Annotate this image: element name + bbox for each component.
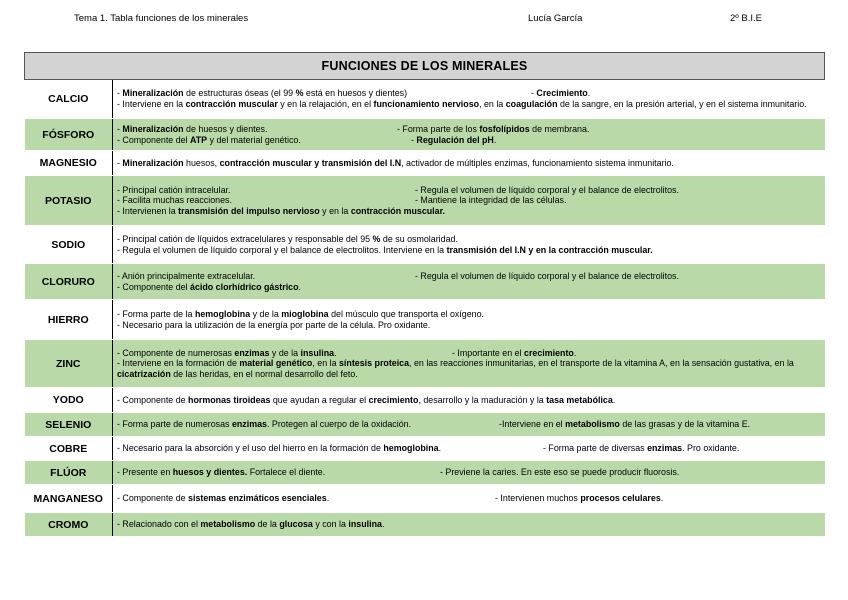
text-segment: - Componente de numerosas — [117, 347, 235, 358]
text-segment: del músculo que transporta el oxígeno. — [328, 308, 485, 319]
mineral-functions — [113, 437, 825, 461]
mineral-functions — [113, 264, 825, 300]
function-text — [117, 158, 821, 169]
text-segment: . — [381, 519, 385, 530]
text-segment: - Necesario para la absorción y el uso del hierro en la formación de — [117, 443, 384, 454]
highlighted-term: procesos celulares — [580, 493, 661, 504]
text-segment: . — [493, 134, 497, 145]
text-segment: - Interviene en la — [117, 99, 186, 109]
highlighted-term: ATP — [190, 134, 208, 145]
text-segment: . — [438, 443, 442, 454]
text-segment: - — [411, 134, 417, 145]
text-segment: , en la — [479, 99, 506, 109]
table-row — [25, 388, 825, 413]
text-segment: . Protegen al cuerpo de la oxidación. — [266, 419, 412, 430]
text-segment: de la — [255, 519, 280, 530]
text-segment: y en la — [319, 205, 351, 216]
mineral-name: ZINC — [25, 340, 113, 388]
mineral-name: HIERRO — [25, 300, 113, 340]
mineral-name: SELENIO — [25, 413, 113, 437]
function-text — [117, 124, 267, 134]
document-header — [0, 13, 848, 27]
text-segment: - Componente de — [117, 394, 189, 405]
highlighted-term: contracción muscular y transmisión del I.N — [219, 157, 402, 168]
highlighted-term: metabolismo — [565, 419, 620, 430]
function-text — [117, 99, 821, 110]
function-text — [117, 282, 821, 293]
function-text — [117, 519, 821, 530]
text-segment: . — [326, 493, 330, 504]
mineral-name: FÓSFORO — [25, 119, 113, 151]
highlighted-term: síntesis proteica — [339, 358, 410, 369]
function-text: - Previene la caries. En este eso se puede producir fluorosis. — [440, 467, 680, 478]
text-segment: - Intervienen la — [117, 205, 179, 216]
table-row — [25, 340, 825, 388]
text-segment: . — [573, 347, 577, 358]
table-row — [25, 513, 825, 537]
text-segment: - Forma parte de numerosas — [117, 419, 232, 430]
function-text — [117, 443, 441, 453]
minerals-table — [24, 52, 825, 537]
text-segment: de las heridas, en el normal desarrollo del feto. — [170, 368, 358, 379]
function-text — [117, 395, 821, 406]
highlighted-term: enzimas — [234, 347, 270, 358]
function-text: - Anión principalmente extracelular. — [117, 270, 256, 281]
course-label: 2º B.I.E — [730, 13, 762, 24]
text-segment: . — [660, 493, 664, 504]
function-text — [117, 467, 325, 477]
text-segment: huesos, — [183, 157, 220, 168]
mineral-name: COBRE — [25, 437, 113, 461]
mineral-name: MANGANESO — [25, 485, 113, 513]
function-text — [117, 493, 329, 503]
table-row — [25, 264, 825, 300]
highlighted-term: Regulación del pH — [416, 134, 494, 145]
mineral-functions — [113, 226, 825, 264]
text-segment: - Importante en el — [452, 347, 525, 358]
mineral-functions — [113, 176, 825, 226]
highlighted-term: tasa metabólica — [546, 394, 613, 405]
highlighted-term: funcionamiento nervioso — [373, 99, 480, 109]
table-row — [25, 461, 825, 485]
table-row — [25, 226, 825, 264]
highlighted-term: enzimas — [647, 443, 683, 454]
function-text — [117, 348, 337, 358]
highlighted-term: fosfolípidos — [479, 123, 530, 134]
text-segment: de membrana. — [529, 123, 590, 134]
highlighted-term: material genético — [239, 358, 313, 369]
text-segment: Fortalece el diente. — [247, 467, 326, 478]
function-text — [117, 309, 821, 320]
highlighted-term: % — [295, 88, 304, 99]
mineral-functions — [113, 388, 825, 413]
highlighted-term: contracción muscular. — [350, 205, 446, 216]
function-text — [117, 206, 821, 217]
text-segment: , en las reacciones inmunitarias, en el transporte de la vitamina A, en la sensación gustativa, en la — [409, 358, 794, 369]
mineral-functions — [113, 300, 825, 340]
mineral-name: FLÚOR — [25, 461, 113, 485]
highlighted-term: contracción muscular — [185, 99, 278, 109]
highlighted-term: crecimiento — [524, 347, 574, 358]
text-segment: y de la — [269, 347, 301, 358]
mineral-functions — [113, 151, 825, 176]
function-text — [397, 124, 589, 135]
highlighted-term: mioglobina — [281, 308, 329, 319]
text-segment: . — [298, 281, 301, 292]
highlighted-term: hemoglobina — [194, 308, 251, 319]
text-segment: , activador de múltiples enzimas, funcionamiento sistema inmunitario. — [401, 157, 674, 168]
highlighted-term: Crecimiento — [536, 88, 588, 99]
function-text: - Facilita muchas reacciones. — [117, 195, 232, 206]
table-title: FUNCIONES DE LOS MINERALES — [25, 53, 825, 80]
text-segment: - — [531, 88, 537, 99]
function-text — [531, 88, 590, 99]
document-title: Tema 1. Tabla funciones de los minerales — [74, 13, 249, 24]
function-text: - Mantiene la integridad de las células. — [415, 195, 567, 206]
function-text — [411, 135, 496, 146]
mineral-name: CALCIO — [25, 80, 113, 119]
table-row — [25, 80, 825, 119]
text-segment: -Interviene en el — [499, 419, 566, 430]
function-text — [117, 135, 301, 145]
table-row — [25, 300, 825, 340]
text-segment: - Relacionado con el — [117, 519, 201, 530]
text-segment: . — [334, 347, 337, 358]
function-text: - Regula el volumen de líquido corporal y el balance de electrolitos. — [415, 270, 679, 281]
highlighted-term: crecimiento — [368, 394, 419, 405]
text-segment: - — [117, 123, 123, 134]
highlighted-term: % — [372, 233, 381, 244]
highlighted-term: metabolismo — [200, 519, 256, 530]
text-segment: - Presente en — [117, 467, 173, 478]
text-segment: - Forma parte de la — [117, 308, 195, 319]
text-segment: - Forma parte de diversas — [543, 443, 648, 454]
table-row — [25, 151, 825, 176]
mineral-name: SODIO — [25, 226, 113, 264]
text-segment: - — [117, 88, 123, 99]
function-text — [117, 358, 821, 379]
text-segment: está en huesos y dientes) — [303, 88, 408, 99]
table-row — [25, 485, 825, 513]
mineral-functions — [113, 461, 825, 485]
function-text: - Regula el volumen de líquido corporal y el balance de electrolitos. — [415, 184, 679, 195]
text-segment: - Regula el volumen de líquido corporal y el balance de electrolitos. Interviene en la — [117, 244, 447, 255]
text-segment: - Componente del — [117, 281, 191, 292]
highlighted-term: insulina — [300, 347, 335, 358]
mineral-functions — [113, 119, 825, 151]
text-segment: de la sangre, en la presión arterial, y en el sistema inmunitario. — [557, 99, 807, 109]
table-row — [25, 176, 825, 226]
mineral-name: CROMO — [25, 513, 113, 537]
text-segment: , en la — [312, 358, 339, 369]
text-segment: - — [117, 157, 123, 168]
function-text: - Principal catión intracelular. — [117, 184, 231, 195]
highlighted-term: cicatrización — [117, 368, 171, 379]
function-text — [117, 234, 821, 245]
mineral-functions — [113, 80, 825, 119]
highlighted-term: hormonas tiroideas — [188, 394, 271, 405]
function-text: - Necesario para la utilización de la energía por parte de la célula. Pro oxidante. — [117, 319, 431, 330]
function-text — [495, 493, 663, 504]
mineral-functions — [113, 485, 825, 513]
text-segment: y en la relajación, en el — [277, 99, 374, 109]
function-text — [117, 419, 411, 429]
highlighted-term: transmisión del I.N y en la contracción muscular. — [446, 244, 653, 255]
function-text — [117, 88, 407, 98]
author-name: Lucía García — [528, 13, 583, 24]
text-segment: de las grasas y de la vitamina E. — [619, 419, 751, 430]
highlighted-term: Mineralización — [122, 157, 184, 168]
highlighted-term: Mineralización — [122, 123, 184, 134]
mineral-functions — [113, 513, 825, 537]
mineral-name: CLORURO — [25, 264, 113, 300]
mineral-name: MAGNESIO — [25, 151, 113, 176]
highlighted-term: coagulación — [505, 99, 558, 109]
highlighted-term: ácido clorhídrico gástrico — [190, 281, 299, 292]
text-segment: - Componente del — [117, 134, 191, 145]
text-segment: - Componente de — [117, 493, 189, 504]
text-segment: . — [587, 88, 591, 99]
text-segment: , desarrollo y la maduración y la — [418, 394, 547, 405]
function-text — [452, 348, 576, 359]
text-segment: de su osmolaridad. — [380, 233, 458, 244]
text-segment: . — [612, 394, 616, 405]
text-segment: que ayudan a regular el — [270, 394, 369, 405]
highlighted-term: huesos y dientes. — [172, 467, 248, 478]
highlighted-term: Mineralización — [122, 88, 184, 99]
highlighted-term: hemoglobina — [383, 443, 439, 454]
function-text — [117, 245, 821, 256]
function-text — [543, 443, 739, 454]
highlighted-term: glucosa — [279, 519, 313, 530]
text-segment: - Interviene en la formación de — [117, 358, 240, 369]
text-segment: y del material genético. — [207, 134, 301, 145]
mineral-functions — [113, 340, 825, 388]
text-segment: de estructuras óseas (el 99 — [183, 88, 296, 99]
table-row — [25, 437, 825, 461]
text-segment: de huesos y dientes. — [183, 123, 268, 134]
highlighted-term: transmisión del impulso nervioso — [178, 205, 320, 216]
text-segment: - Intervienen muchos — [495, 493, 581, 504]
text-segment: y de la — [250, 308, 282, 319]
text-segment: y con la — [312, 519, 349, 530]
mineral-name: POTASIO — [25, 176, 113, 226]
mineral-name: YODO — [25, 388, 113, 413]
table-title-row — [25, 53, 825, 80]
table-row — [25, 413, 825, 437]
function-text — [499, 419, 750, 430]
text-segment: - Forma parte de los — [397, 123, 480, 134]
text-segment: . Pro oxidante. — [682, 443, 740, 454]
mineral-functions — [113, 413, 825, 437]
highlighted-term: insulina — [348, 519, 382, 530]
highlighted-term: sistemas enzimáticos esenciales — [188, 493, 327, 504]
text-segment: - Principal catión de líquidos extracelulares y responsable del 95 — [117, 233, 373, 244]
table-row — [25, 119, 825, 151]
highlighted-term: enzimas — [231, 419, 267, 430]
